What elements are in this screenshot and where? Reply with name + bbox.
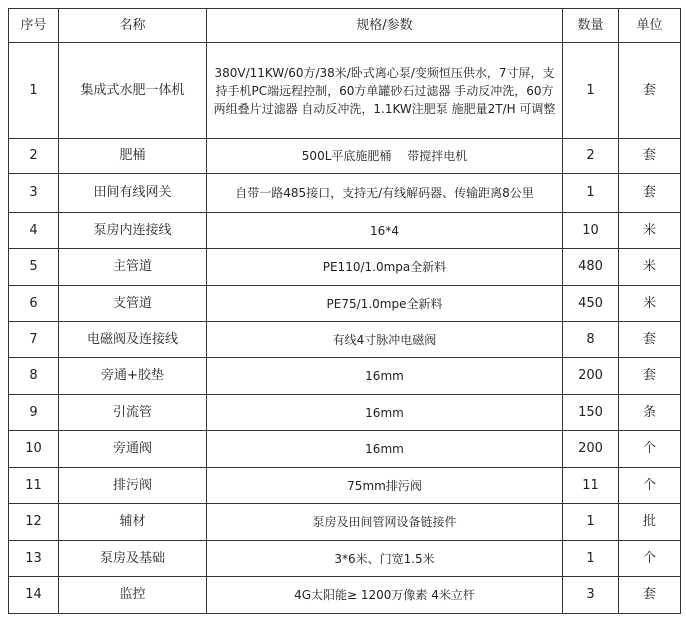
header-index: 序号: [9, 9, 59, 43]
cell-spec: 500L平底施肥桶 带搅拌电机: [207, 139, 563, 174]
cell-index: 5: [9, 249, 59, 286]
header-quantity: 数量: [563, 9, 619, 43]
cell-name: 田间有线网关: [59, 174, 207, 213]
cell-name: 旁通阀: [59, 431, 207, 468]
cell-index: 3: [9, 174, 59, 213]
cell-unit: 套: [619, 358, 681, 395]
table-row: [9, 139, 681, 174]
cell-index: 13: [9, 541, 59, 577]
cell-quantity: 10: [563, 213, 619, 249]
cell-spec: 16mm: [207, 431, 563, 468]
cell-name: 监控: [59, 577, 207, 614]
cell-index: 10: [9, 431, 59, 468]
cell-index: 6: [9, 286, 59, 322]
table-row: [9, 249, 681, 286]
cell-index: 14: [9, 577, 59, 614]
cell-unit: 套: [619, 322, 681, 358]
cell-index: 8: [9, 358, 59, 395]
table-row: [9, 43, 681, 139]
cell-name: 泵房及基础: [59, 541, 207, 577]
table-header-row: [9, 9, 681, 43]
cell-index: 4: [9, 213, 59, 249]
cell-name: 主管道: [59, 249, 207, 286]
cell-spec: 16mm: [207, 395, 563, 431]
cell-spec: 自带一路485接口，支持无/有线解码器、传输距离8公里: [207, 174, 563, 213]
cell-name: 集成式水肥一体机: [59, 43, 207, 139]
table-row: [9, 395, 681, 431]
equipment-table: [8, 8, 681, 614]
cell-unit: 套: [619, 43, 681, 139]
cell-unit: 条: [619, 395, 681, 431]
cell-quantity: 1: [563, 541, 619, 577]
cell-spec: 16*4: [207, 213, 563, 249]
cell-spec: PE110/1.0mpa全新料: [207, 249, 563, 286]
cell-index: 11: [9, 468, 59, 504]
cell-unit: 个: [619, 431, 681, 468]
cell-spec: 16mm: [207, 358, 563, 395]
cell-unit: 米: [619, 286, 681, 322]
header-unit: 单位: [619, 9, 681, 43]
header-spec: 规格/参数: [207, 9, 563, 43]
cell-quantity: 8: [563, 322, 619, 358]
cell-quantity: 450: [563, 286, 619, 322]
cell-unit: 套: [619, 139, 681, 174]
cell-spec: 有线4寸脉冲电磁阀: [207, 322, 563, 358]
cell-quantity: 2: [563, 139, 619, 174]
cell-name: 旁通+胶垫: [59, 358, 207, 395]
cell-name: 泵房内连接线: [59, 213, 207, 249]
cell-spec: 泵房及田间管网设备链接件: [207, 504, 563, 541]
cell-index: 12: [9, 504, 59, 541]
cell-unit: 米: [619, 213, 681, 249]
cell-quantity: 150: [563, 395, 619, 431]
cell-quantity: 1: [563, 43, 619, 139]
table-row: [9, 322, 681, 358]
cell-unit: 套: [619, 577, 681, 614]
cell-spec: PE75/1.0mpe全新料: [207, 286, 563, 322]
cell-unit: 套: [619, 174, 681, 213]
cell-unit: 个: [619, 541, 681, 577]
cell-quantity: 200: [563, 431, 619, 468]
table-row: [9, 174, 681, 213]
cell-index: 9: [9, 395, 59, 431]
table-row: [9, 286, 681, 322]
cell-spec: 380V/11KW/60方/38米/卧式离心泵/变频恒压供水，7寸屏，支持手机PC端远程控制，60方单罐砂石过滤器 手动反冲洗，60方两组叠片过滤器 自动反冲洗，1.1KW注肥泵 施肥量2T/H 可调整: [207, 43, 563, 139]
cell-name: 肥桶: [59, 139, 207, 174]
cell-name: 排污阀: [59, 468, 207, 504]
cell-unit: 米: [619, 249, 681, 286]
table-row: [9, 504, 681, 541]
table-row: [9, 541, 681, 577]
cell-quantity: 11: [563, 468, 619, 504]
cell-quantity: 480: [563, 249, 619, 286]
cell-index: 1: [9, 43, 59, 139]
cell-name: 支管道: [59, 286, 207, 322]
cell-name: 辅材: [59, 504, 207, 541]
cell-index: 2: [9, 139, 59, 174]
cell-quantity: 1: [563, 504, 619, 541]
cell-unit: 个: [619, 468, 681, 504]
table-row: [9, 577, 681, 614]
cell-quantity: 200: [563, 358, 619, 395]
cell-unit: 批: [619, 504, 681, 541]
table-row: [9, 358, 681, 395]
cell-spec: 3*6米、门宽1.5米: [207, 541, 563, 577]
cell-name: 电磁阀及连接线: [59, 322, 207, 358]
cell-index: 7: [9, 322, 59, 358]
table-row: [9, 431, 681, 468]
header-name: 名称: [59, 9, 207, 43]
cell-name: 引流管: [59, 395, 207, 431]
table-row: [9, 468, 681, 504]
cell-spec: 4G太阳能≥ 1200万像素 4米立杆: [207, 577, 563, 614]
cell-spec: 75mm排污阀: [207, 468, 563, 504]
cell-quantity: 3: [563, 577, 619, 614]
cell-quantity: 1: [563, 174, 619, 213]
table-row: [9, 213, 681, 249]
